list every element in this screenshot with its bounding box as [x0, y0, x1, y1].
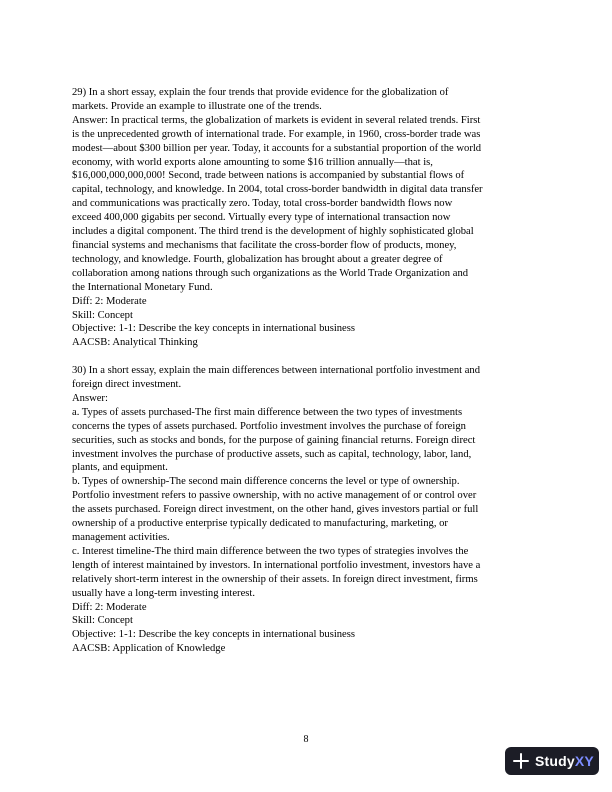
text-line: b. Types of ownership-The second main difference concerns the level or type of ownership. — [72, 476, 460, 488]
badge-brand-main: Study — [535, 753, 575, 769]
document-body — [72, 86, 554, 656]
text-line: the assets purchased. Foreign direct investment, on the other hand, gives investors partial or full — [72, 504, 479, 516]
text-line: economy, with world exports alone amounting to some $16 trillion annually—that is, — [72, 156, 433, 168]
text-line: Answer: — [72, 392, 108, 404]
text-line: Answer: In practical terms, the globalization of markets is evident in several related trends. First — [72, 114, 481, 126]
question-spacer — [72, 350, 554, 364]
text-line: securities, such as stocks and bonds, for the purpose of gaining financial returns. Foreign direct — [72, 434, 476, 446]
text-line: Portfolio investment refers to passive ownership, with no active management of or control over — [72, 490, 477, 502]
text-line: a. Types of assets purchased-The first main difference between the two types of investments — [72, 406, 463, 418]
question-30 — [72, 364, 554, 656]
text-line: concerns the types of assets purchased. Portfolio investment involves the purchase of foreign — [72, 420, 466, 432]
text-line: modest—about $300 billion per year. Today, it accounts for a substantial proportion of the world — [72, 142, 482, 154]
text-line: AACSB: Application of Knowledge — [72, 643, 226, 655]
question-29 — [72, 86, 554, 350]
text-line: length of interest maintained by investors. In international portfolio investment, investors have a — [72, 559, 481, 571]
text-line: plants, and equipment. — [72, 462, 168, 474]
text-line: AACSB: Analytical Thinking — [72, 337, 198, 349]
text-line: financial systems and mechanisms that facilitate the cross-border flow of products, money, — [72, 239, 457, 251]
text-line: Skill: Concept — [72, 309, 133, 321]
text-line: 29) In a short essay, explain the four trends that provide evidence for the globalization of — [72, 87, 449, 98]
text-line: Diff: 2: Moderate — [72, 601, 147, 613]
text-line: exceed 400,000 gigabits per second. Virtually every type of international transaction now — [72, 212, 451, 224]
text-line: 30) In a short essay, explain the main differences between international portfolio investment and — [72, 365, 481, 377]
text-line: foreign direct investment. — [72, 379, 182, 391]
text-line: Skill: Concept — [72, 615, 133, 627]
text-line: capital, technology, and knowledge. In 2004, total cross-border bandwidth in digital data transfer — [72, 184, 483, 196]
text-line: includes a digital component. The third trend is the development of highly sophisticated global — [72, 226, 474, 238]
text-line: technology, and knowledge. Fourth, globalization has brought about a greater degree of — [72, 253, 443, 265]
text-line: is the unprecedented growth of international trade. For example, in 1960, cross-border trade was — [72, 128, 481, 140]
text-line: Objective: 1-1: Describe the key concepts in international business — [72, 629, 356, 641]
page-number: 8 — [303, 734, 309, 745]
badge-brand-accent: XY — [574, 753, 594, 769]
text-line: relatively short-term interest in the ownership of their assets. In foreign direct investment, firms — [72, 573, 478, 585]
text-line: $16,000,000,000,000! Second, trade between nations is accompanied by substantial flows of — [72, 170, 465, 182]
text-line: and communications was practically zero. Today, total cross-border bandwidth flows now — [72, 198, 453, 210]
text-line: the International Monetary Fund. — [72, 281, 213, 293]
text-line: ownership of a productive enterprise typically dedicated to manufacturing, marketing, or — [72, 518, 448, 530]
text-line: investment involves the purchase of productive assets, such as capital, technology, labor, land, — [72, 448, 472, 460]
text-line: Objective: 1-1: Describe the key concepts in international business — [72, 323, 356, 335]
text-line: collaboration among nations through such organizations as the World Trade Organization and — [72, 267, 469, 279]
text-line: markets. Provide an example to illustrate one of the trends. — [72, 100, 322, 112]
text-line: management activities. — [72, 531, 170, 543]
plus-icon — [513, 753, 529, 769]
badge-brand-text — [535, 753, 594, 769]
studyxy-badge[interactable] — [505, 747, 599, 775]
text-line: usually have a long-term investing interest. — [72, 587, 255, 599]
text-line: c. Interest timeline-The third main difference between the two types of strategies involves the — [72, 545, 469, 557]
text-line: Diff: 2: Moderate — [72, 295, 147, 307]
